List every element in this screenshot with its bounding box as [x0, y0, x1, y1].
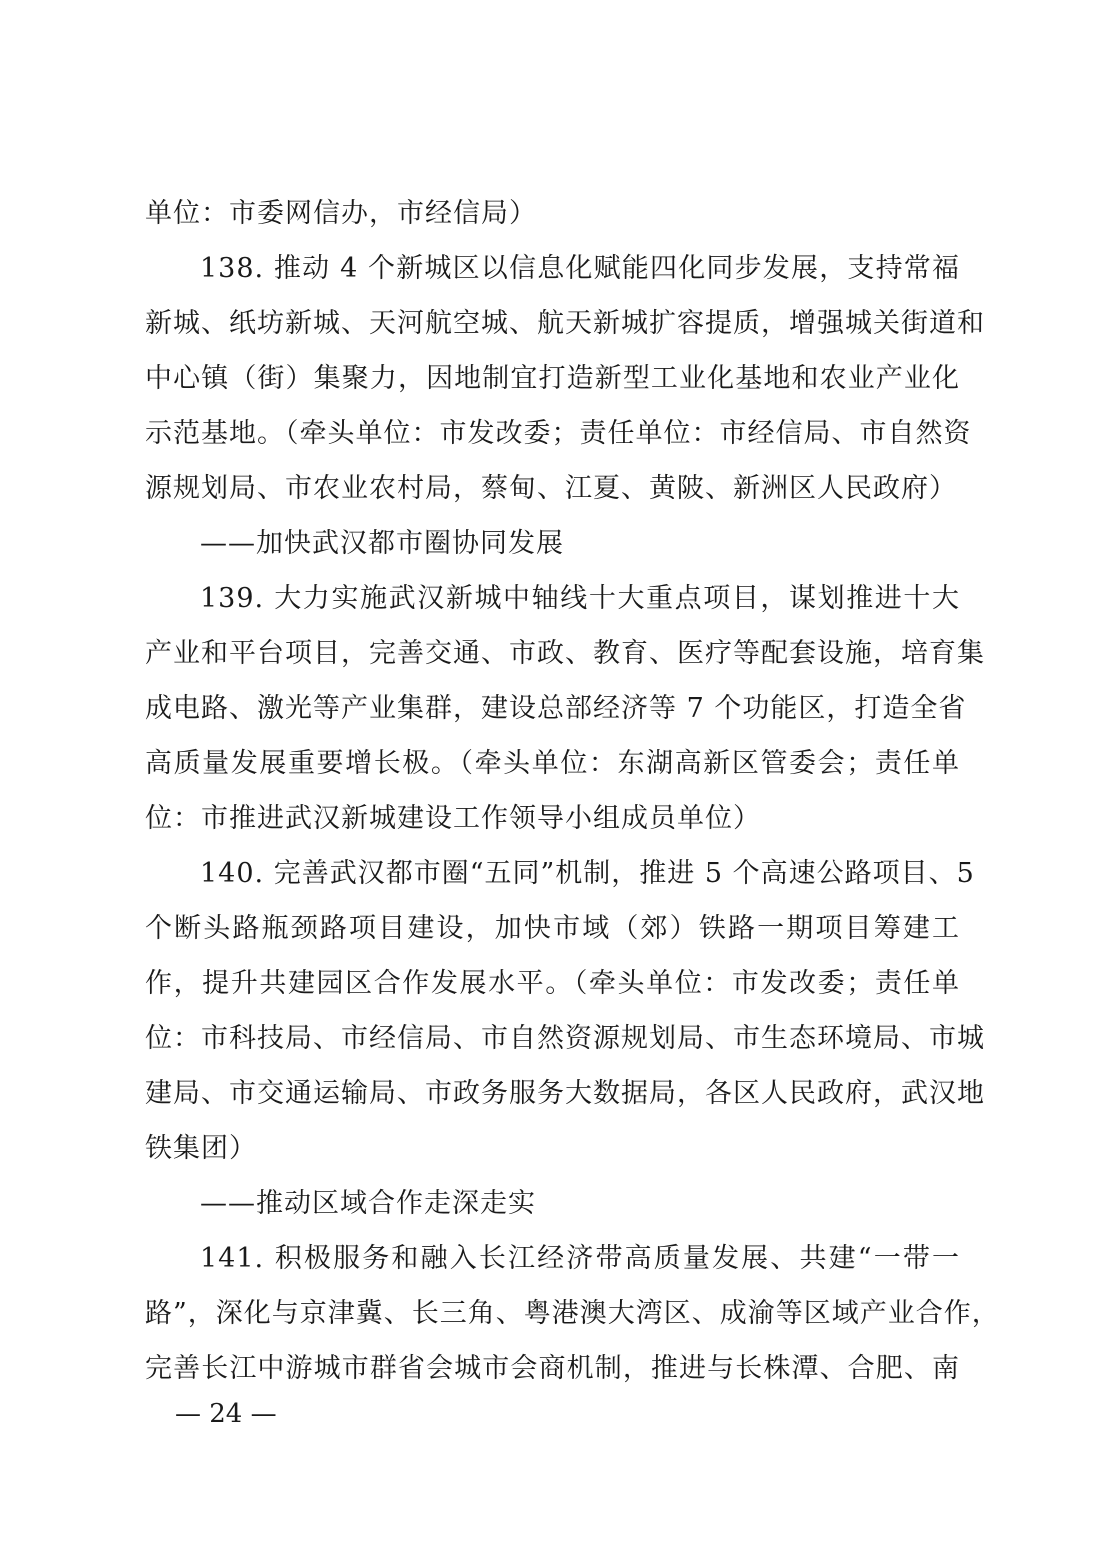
- body-text-line: 中心镇（街）集聚力，因地制宜打造新型工业化基地和农业产业化: [145, 363, 960, 394]
- body-text-line: 铁集团）: [145, 1133, 257, 1164]
- item-141-first-line: 141. 积极服务和融入长江经济带高质量发展、共建“一带一: [200, 1243, 960, 1274]
- item-139-first-line: 139. 大力实施武汉新城中轴线十大重点项目，谋划推进十大: [200, 583, 960, 614]
- body-text-line: 路”，深化与京津冀、长三角、粤港澳大湾区、成渝等区域产业合作，: [145, 1298, 1000, 1329]
- body-text-line: 建局、市交通运输局、市政务服务大数据局，各区人民政府，武汉地: [145, 1078, 985, 1109]
- body-text-line: 单位：市委网信办，市经信局）: [145, 198, 537, 229]
- body-text-line: 位：市推进武汉新城建设工作领导小组成员单位）: [145, 803, 761, 834]
- body-text-line: 个断头路瓶颈路项目建设，加快市域（郊）铁路一期项目筹建工: [145, 913, 960, 944]
- item-138-first-line: 138. 推动 4 个新城区以信息化赋能四化同步发展，支持常福: [200, 253, 960, 284]
- section-subheading: ——加快武汉都市圈协同发展: [200, 528, 564, 559]
- body-text-line: 源规划局、市农业农村局，蔡甸、江夏、黄陂、新洲区人民政府）: [145, 473, 957, 504]
- body-text-line: 完善长江中游城市群省会城市会商机制，推进与长株潭、合肥、南: [145, 1353, 960, 1384]
- body-text-line: 产业和平台项目，完善交通、市政、教育、医疗等配套设施，培育集: [145, 638, 985, 669]
- body-text-line: 示范基地。（牵头单位：市发改委；责任单位：市经信局、市自然资: [145, 418, 972, 449]
- item-140-first-line: 140. 完善武汉都市圈“五同”机制，推进 5 个高速公路项目、5: [200, 858, 975, 889]
- page-number: — 24 —: [175, 1399, 277, 1429]
- body-text-line: 高质量发展重要增长极。（牵头单位：东湖高新区管委会；责任单: [145, 748, 960, 779]
- body-text-line: 位：市科技局、市经信局、市自然资源规划局、市生态环境局、市城: [145, 1023, 985, 1054]
- body-text-line: 新城、纸坊新城、天河航空城、航天新城扩容提质，增强城关街道和: [145, 308, 985, 339]
- section-subheading: ——推动区域合作走深走实: [200, 1188, 536, 1219]
- body-text-line: 作，提升共建园区合作发展水平。（牵头单位：市发改委；责任单: [145, 968, 960, 999]
- body-text-line: 成电路、激光等产业集群，建设总部经济等 7 个功能区，打造全省: [145, 693, 967, 724]
